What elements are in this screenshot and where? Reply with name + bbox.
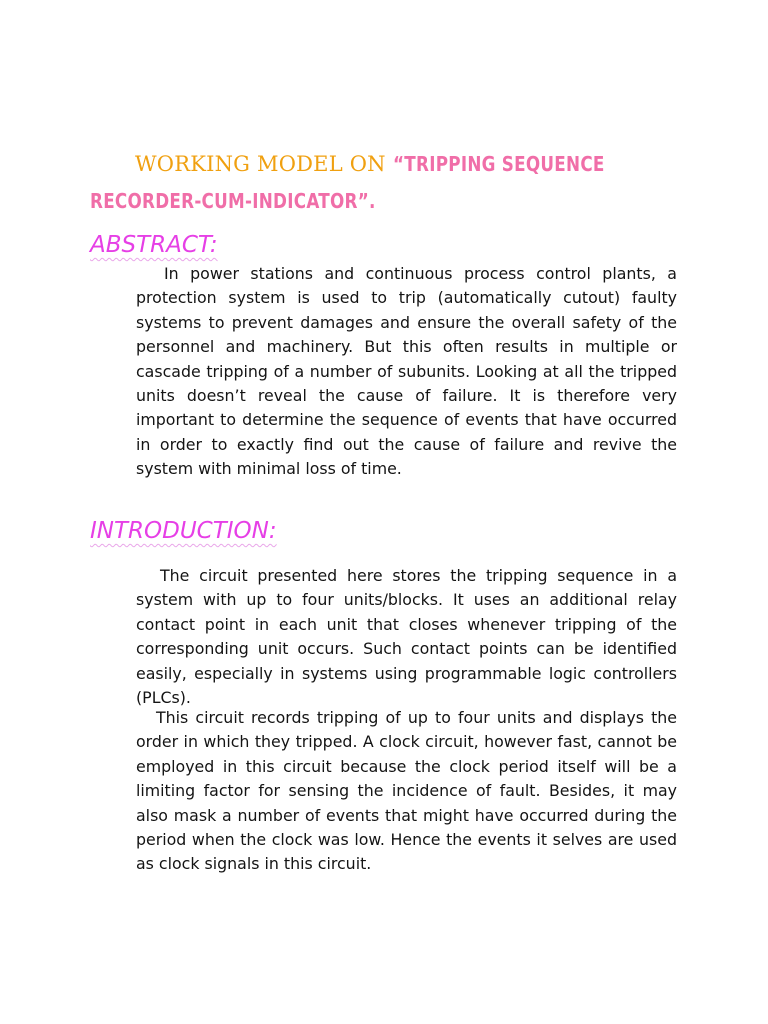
abstract-paragraph: In power stations and continuous process control plants, a protection system is used to trip (automatically cutout) faulty systems to prevent damages and ensure the overall safety of the personnel and machinery. But this often results in multiple or cascade tripping of a number of subunits. Looking at all the tripped units doesn’t reveal the cause of failure. It is therefore very important to determine the sequence of events that have occurred in order to exactly find out the cause of failure and revive the system with minimal loss of time.: [136, 264, 677, 479]
title-lead-text: WORKING MODEL ON: [135, 152, 393, 176]
document-title-line-1: [135, 148, 645, 182]
introduction-paragraph-2: This circuit records tripping of up to four units and displays the order in which they tripped. A clock circuit, however fast, cannot be employed in this circuit because the clock period itself will be a limiting factor for sensing the incidence of fault. Besides, it may also mask a number of events that might have occurred during the period when the clock was low. Hence the events it selves are used as clock signals in this circuit.: [136, 708, 677, 874]
title-emphasis-text-1: “TRIPPING SEQUENCE: [392, 152, 605, 176]
title-emphasis-text-2: RECORDER-CUM-INDICATOR”.: [90, 189, 376, 213]
abstract-heading: ABSTRACT:: [90, 232, 218, 258]
introduction-heading: INTRODUCTION:: [90, 518, 277, 544]
introduction-paragraph-1: The circuit presented here stores the tripping sequence in a system with up to four units/blocks. It uses an additional relay contact point in each unit that closes whenever tripping of the corresponding unit occurs. Such contact points can be identified easily, especially in systems using programmable logic controllers (PLCs).: [136, 566, 677, 708]
document-title-line-2: [90, 185, 430, 219]
